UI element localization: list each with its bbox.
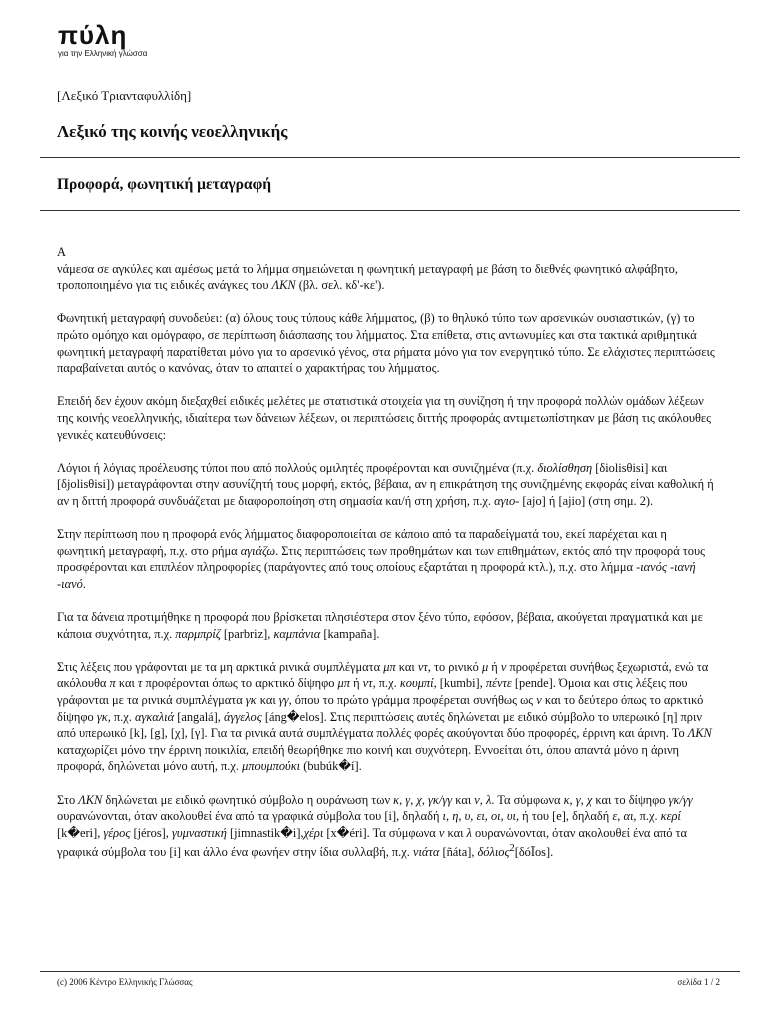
initial-letter: Α [57,245,66,259]
section-title: Προφορά, φωνητική μεταγραφή [57,176,272,193]
paragraph: Επειδή δεν έχουν ακόμη διεξαχθεί ειδικές μελέτες με στατιστικά στοιχεία για τη συνίζηση ή την προφορά πολλών ομάδων λέξεων της κοινής νεοελληνικής, ιδιαίτερα των δάνειων λέξεων, οι περιπτώσεις διττής προφοράς αντιμετωπίστηκαν με βάση τις ακόλουθες γενικές κατευθύνσεις: [57,394,712,442]
paragraph: Στο ΛΚΝ δηλώνεται με ειδικό φωνητικό σύμβολο η ουράνωση των κ, γ, χ, γκ/γγ και ν, λ. Τα σύμφωνα κ, γ, χ και το δίψηφο γκ/γγ ουρανώνονται, όταν ακολουθεί ένα από τα γραφικά σύμβολα του [i], δηλαδή ι, η, υ, ει, οι, υι, ή του [e], δηλαδή ε, αι, π.χ. κερί [k�eri], γέρος [jéros], γυμναστική [jimnastik�i],χέρι [x�éri]. Τα σύμφωνα ν και λ ουρανώνονται, όταν ακολουθεί ένα από τα γραφικά σύμβολα του [i] και άλλο ένα φωνήεν στην ίδια συλλαβή, π.χ. νιάτα [ñáta], δόλιος$^2$[δóĪos]. [57,792,693,860]
logo-word: πύλη [58,20,128,50]
paragraph: Στην περίπτωση που η προφορά ενός λήμματος διαφοροποιείται σε κάποιο από τα παραδείγματά του, εκεί παρέχεται και η φωνητική μεταγραφή, π.χ. στο ρήμα αγιάζω. Στις περιπτώσεις των προθημάτων και των επιθημάτων, εκτός από την προφορά τους προσφέρονται και επιπλέον πληροφορίες (παράγοντες από τους οποίους εξαρτάται η προφορά κτλ.), π.χ. στο λήμμα -ιανός -ιανή -ιανό. [57,527,706,591]
page-number: σελίδα 1 / 2 [677,977,720,987]
copyright: (c) 2006 Κέντρο Ελληνικής Γλώσσας [57,977,193,987]
paragraph: Για τα δάνεια προτιμήθηκε η προφορά που βρίσκεται πλησιέστερα στον ξένο τύπο, εφόσον, βέβαια, ακούγεται πραγματικά και με κάποια συχνότητα, π.χ. παρμπρίζ [parbriz], καμπάνια [kampaña]. [57,610,703,641]
divider [40,210,740,211]
paragraph: Στις λέξεις που γράφονται με τα μη αρκτικά ρινικά συμπλέγματα μπ και ντ, το ρινικό μ ή ν προφέρεται συνήθως ξεχωριστά, ενώ τα ακόλουθα π και τ προφέρονται όπως το αρκτικό δίψηφο μπ ή ντ, π.χ. κουμπί, [kumbi], πέντε [pende]. Όμοια και στις λέξεις που γράφονται με τα ρινικά συμπλέγματα γκ και γγ, όπου το πρώτο γράμμα προφέρεται συνήθως ως ν και το δεύτερο όπως το αρκτικό δίψηφο γκ, π.χ. αγκαλιά [angalá], άγγελος [áng�elos]. Στις περιπτώσεις αυτές δηλώνεται με ειδικό σύμβολο το υπερωικό [η] πριν από υπερωικό [k], [g], [χ], [γ]. Για τα ρινικά αυτά συμπλέγματα πολλές φορές ακούγονται δύο προφορές, έρρινη και άρινη. Το ΛΚΝ καταχωρίζει μόνο την έρρινη ποικιλία, επειδή θεωρήθηκε πιο κοινή και συχνότερη. Εννοείται ότι, όπου απαντά μόνο η άρινη προφορά, δηλώνεται μόνο αυτή, π.χ. μπουμπούκι (bubúk�í]. [57,659,712,774]
page-title: Λεξικό της κοινής νεοελληνικής [57,122,288,141]
divider [40,157,740,158]
logo-tagline: για την Ελληνική γλώσσα [58,49,148,58]
paragraph: Φωνητική μεταγραφή συνοδεύει: (α) όλους τους τύπους κάθε λήμματος, (β) το θηλυκό τύπο των αρσενικών ουσιαστικών, (γ) το πρώτο ομόηχο και ομόγραφο, σε περίπτωση διάσπασης του λήμματος. Στα επίθετα, στις αντωνυμίες και στα τακτικά αριθμητικά φωνητική μεταγραφή παρατίθεται μόνο για το αρσενικό γένος, στα ρήματα μόνο για τον ενεργητικό τύπο. Σε ελάχιστες περιπτώσεις παραβαίνεται αυτός ο κανόνας, όταν το απαιτεί ο χαρακτήρας του λήμματος. [57,311,715,376]
paragraph: Λόγιοι ή λόγιας προέλευσης τύποι που από πολλούς ομιλητές προφέρονται και συνιζημένα (π.χ. διολίσθηση [δiolisθisi] και [δjolisθisi]) μεταγράφονται στην ασυνίζητή τους μορφή, εκτός, βέβαια, αν η επικράτηση της συνιζημένης εκφοράς είναι καθολική ή αν η διττή προφορά συνδυάζεται με διαφοροποίηση στη σημασία και/ή στη χρήση, π.χ. αγιο- [ajo] ή [ajio] (στη σημ. 2). [57,460,714,508]
source-label: [Λεξικό Τριανταφυλλίδη] [57,88,192,103]
paragraph: νάμεσα σε αγκύλες και αμέσως μετά το λήμμα σημειώνεται η φωνητική μεταγραφή με βάση το διεθνές φωνητικό αλφάβητο, τροποποιημένο για τις ειδικές ανάγκες του ΛΚΝ (βλ. σελ. κδ'-κε'). [57,261,678,293]
logo[interactable] [58,22,178,59]
article-body [57,244,715,861]
footer-divider [40,971,740,972]
